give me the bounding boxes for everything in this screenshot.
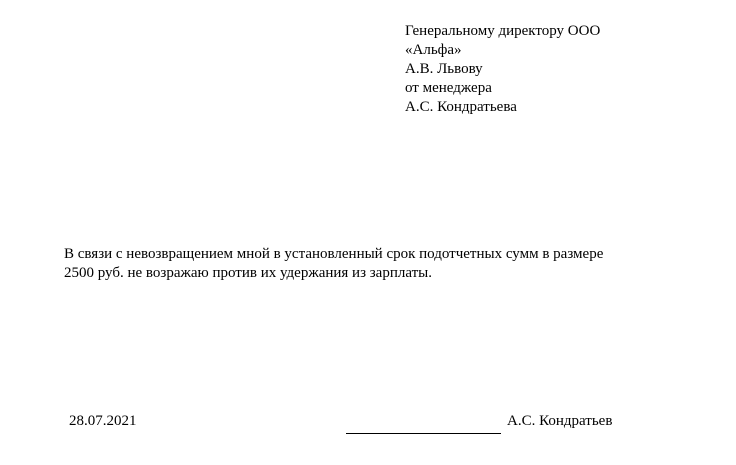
addressee-line: «Альфа» bbox=[405, 42, 462, 58]
addressee-line: от менеджера bbox=[405, 80, 492, 96]
statement-text bbox=[64, 245, 603, 283]
addressee-line: А.В. Львову bbox=[405, 61, 483, 77]
statement-line: 2500 руб. не возражаю против их удержания из зарплаты. bbox=[64, 265, 433, 281]
document-date: 28.07.2021 bbox=[69, 413, 137, 429]
addressee-block bbox=[405, 22, 600, 117]
signer-name: А.С. Кондратьев bbox=[507, 413, 613, 429]
signature-line bbox=[346, 433, 501, 434]
addressee-line: А.С. Кондратьева bbox=[405, 99, 517, 115]
addressee-line: Генеральному директору ООО bbox=[405, 23, 601, 39]
statement-line: В связи с невозвращением мной в установленный срок подотчетных сумм в размере bbox=[64, 246, 604, 262]
